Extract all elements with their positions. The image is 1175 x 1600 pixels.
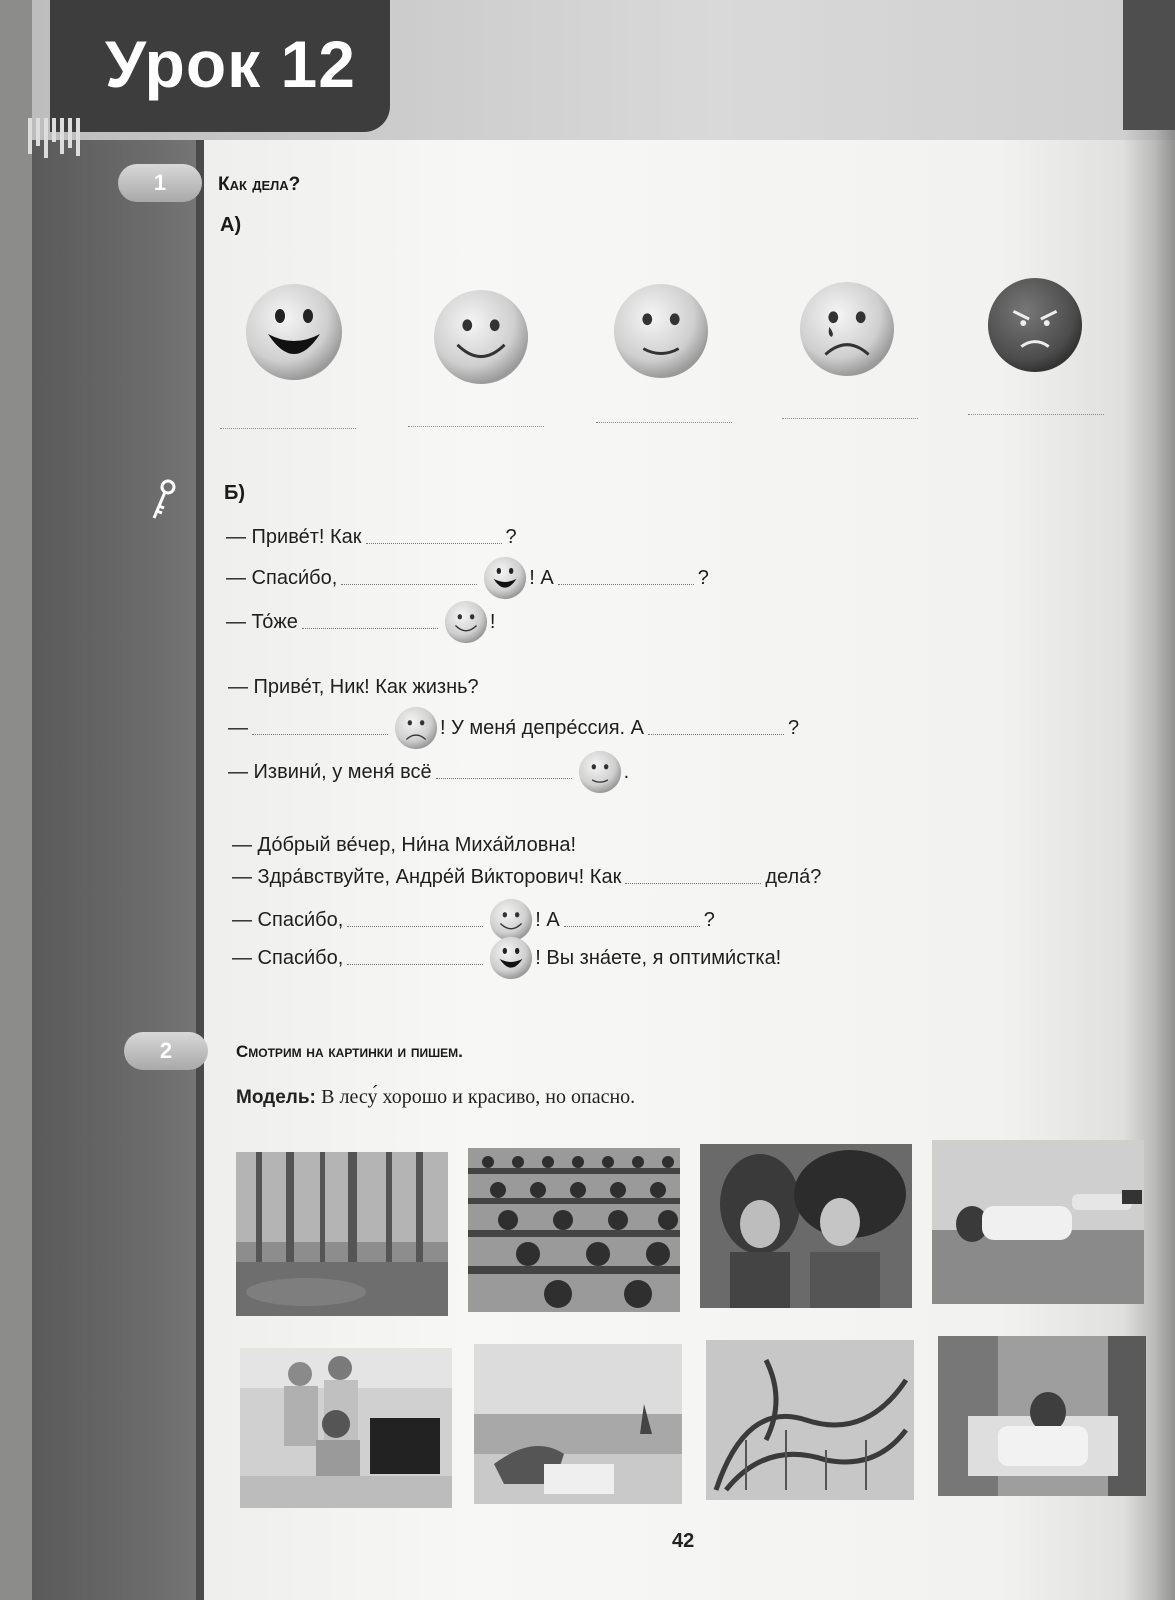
- dialog-line: — Спаси́бо, ! А ?: [226, 556, 709, 590]
- dialog-line: — Приве́т! Как ?: [226, 526, 517, 548]
- content-face-icon: [612, 282, 710, 380]
- model-text: В лесу́ хорошо и красиво, но опасно.: [321, 1086, 636, 1108]
- sad-face-icon: [798, 280, 896, 378]
- rollercoaster-photo: [706, 1340, 914, 1500]
- exercise-title: Как дела?: [218, 174, 301, 195]
- very-happy-face-icon: [489, 936, 533, 980]
- answer-line[interactable]: [968, 414, 1104, 415]
- sad-face-icon: [394, 706, 438, 750]
- answer-blank[interactable]: [347, 925, 483, 927]
- answer-blank[interactable]: [341, 583, 477, 585]
- model-sentence: [236, 1086, 635, 1109]
- dialog-line: — Здра́вствуйте, Андре́й Ви́кторович! Как дела́?: [232, 866, 822, 888]
- beach-photo: [474, 1344, 682, 1504]
- forest-photo: [236, 1152, 448, 1316]
- part-b-label: Б): [224, 482, 246, 504]
- part-a-label: А): [220, 214, 242, 236]
- office-workers-photo: [240, 1348, 452, 1508]
- answer-blank[interactable]: [347, 963, 483, 965]
- happy-face-icon: [444, 600, 488, 644]
- dialog-line: — ! У меня́ депре́ссия. А ?: [228, 706, 799, 740]
- answer-blank[interactable]: [436, 777, 572, 779]
- title-tick-marks: [28, 118, 88, 158]
- answer-blank[interactable]: [302, 627, 438, 629]
- answer-line[interactable]: [408, 426, 544, 427]
- dialog-line: — До́брый ве́чер, Ни́на Миха́йловна!: [232, 834, 577, 856]
- very-happy-face-icon: [483, 556, 527, 600]
- dialog-line: — Спаси́бо, ! Вы зна́ете, я оптими́стка!: [232, 936, 781, 970]
- exercise-number-badge: 2: [124, 1032, 208, 1070]
- answer-blank[interactable]: [252, 733, 388, 735]
- binding-gutter: [0, 0, 32, 1600]
- answer-line[interactable]: [782, 418, 918, 419]
- answer-blank[interactable]: [625, 882, 761, 884]
- dialog-line: — То́же !: [226, 600, 495, 634]
- students-exam-photo: [468, 1148, 680, 1312]
- exercise-number-badge: 1: [118, 164, 202, 202]
- page-number: 42: [672, 1530, 695, 1552]
- answer-blank[interactable]: [564, 925, 700, 927]
- content-face-icon: [578, 750, 622, 794]
- right-corner-shadow: [1123, 0, 1175, 130]
- dialog-line: — Приве́т, Ник! Как жизнь?: [228, 676, 479, 698]
- answer-line[interactable]: [596, 422, 732, 423]
- happy-face-icon: [432, 288, 530, 386]
- dialog-line: — Извини́, у меня́ всё .: [228, 750, 629, 784]
- exercise-title: Смотрим на картинки и пишем.: [236, 1042, 463, 1061]
- answer-line[interactable]: [220, 428, 356, 429]
- answer-blank[interactable]: [558, 583, 694, 585]
- answer-blank[interactable]: [366, 542, 502, 544]
- very-happy-face-icon: [244, 282, 344, 382]
- left-sidebar: [32, 140, 204, 1600]
- key-icon: [146, 478, 182, 522]
- answer-blank[interactable]: [648, 733, 784, 735]
- dialog-line: — Спаси́бо, ! А ?: [232, 898, 715, 932]
- lesson-title: Урок 12: [105, 27, 356, 101]
- model-label: Модель:: [236, 1087, 316, 1108]
- dancing-women-photo: [700, 1144, 912, 1308]
- injured-footballer-photo: [932, 1140, 1144, 1304]
- sidebar-stripe: [196, 140, 204, 1600]
- angry-face-icon: [986, 276, 1084, 374]
- sick-in-bed-photo: [938, 1336, 1146, 1496]
